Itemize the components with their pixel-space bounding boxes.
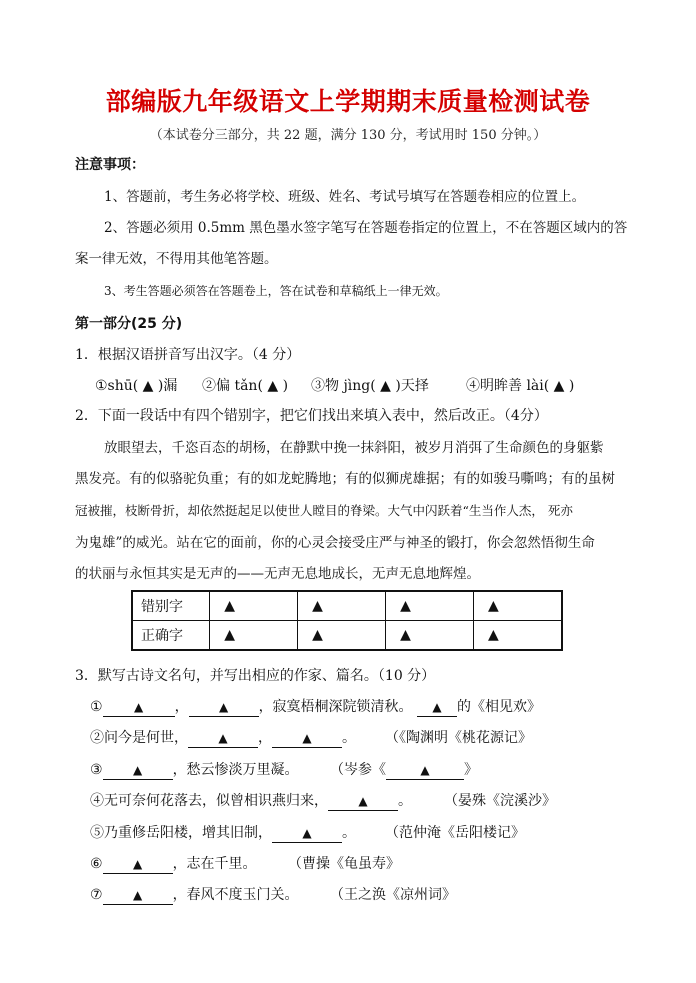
blank-mark: ▲	[133, 700, 144, 714]
q3-text: 。	[398, 793, 412, 809]
q3-num: ⑦	[90, 887, 103, 903]
q3-text: （岑参《	[330, 762, 386, 778]
q3-num: ③	[90, 762, 103, 778]
page-subtitle: （本试卷分三部分，共 22 题，满分 130 分，考试用时 150 分钟。）	[149, 128, 547, 143]
q3-text: ⑤乃重修岳阳楼，增其旧制，	[90, 825, 272, 841]
blank-mark: ▲	[132, 763, 143, 777]
blank-mark: ▲	[132, 888, 143, 902]
q1-item: ③物 jìng( ▲ )天择	[311, 378, 429, 394]
q1-item: ②偏 tǎn( ▲ )	[202, 378, 289, 394]
q1-item: ①shū( ▲ )漏	[95, 378, 178, 394]
blank[interactable]	[272, 825, 342, 843]
q3-text: ②问今是何世，	[90, 730, 188, 746]
q3-line-3	[90, 760, 299, 780]
answer-cell[interactable]: ▲	[474, 621, 562, 651]
q3-line-4	[90, 791, 412, 811]
q3-text: ，志在千里。	[172, 856, 257, 872]
q2-prompt: 2．下面一段话中有四个错别字，把它们找出来填入表中，然后改正。（4分）	[75, 408, 548, 424]
q3-line-6	[90, 854, 257, 874]
q2-passage-line: 冠被摧，枝断骨折，却依然挺起足以使世人瞠目的脊梁。大气中闪跃着“生当作人杰， 死亦	[75, 503, 573, 518]
q3-text: 》	[464, 762, 478, 778]
blank[interactable]	[103, 762, 173, 780]
q1-item: ④明眸善 lài( ▲ )	[466, 378, 575, 394]
answer-cell[interactable]: ▲	[386, 591, 474, 621]
notes-heading: 注意事项：	[75, 157, 145, 173]
answer-cell[interactable]: ▲	[210, 621, 298, 651]
blank[interactable]	[103, 856, 173, 874]
q3-text: ④无可奈何花落去，似曾相识燕归来，	[90, 793, 328, 809]
part1-heading: 第一部分(25 分)	[75, 316, 183, 332]
blank[interactable]	[386, 762, 464, 780]
q3-text: 的《相见欢》	[457, 699, 542, 715]
q3-text: ，春风不度玉门关。	[172, 887, 299, 903]
answer-cell[interactable]: ▲	[298, 621, 386, 651]
q3-line-7	[90, 885, 299, 905]
table-row	[132, 621, 562, 651]
answer-cell[interactable]: ▲	[474, 591, 562, 621]
blank[interactable]	[328, 793, 398, 811]
q3-line-2	[90, 728, 356, 748]
blank-mark: ▲	[302, 826, 312, 840]
q3-text: ，愁云惨淡万里凝。	[172, 762, 299, 778]
blank[interactable]	[103, 699, 175, 717]
q3-source	[330, 760, 478, 780]
q3-text: ，	[258, 730, 272, 746]
q2-passage-line: 黑发亮。有的似骆驼负重；有的如龙蛇腾地；有的似狮虎雄据；有的如骏马嘶鸣；有的虽树	[75, 471, 615, 487]
q3-prompt: 3．默写古诗文名句，并写出相应的作家、篇名。（10 分）	[75, 668, 436, 684]
page-title: 部编版九年级语文上学期期末质量检测试卷	[105, 87, 591, 116]
q2-passage-line: 的状丽与永恒其实是无声的——无声无息地成长，无声无息地辉煌。	[75, 566, 480, 582]
blank[interactable]	[417, 699, 457, 717]
answer-cell[interactable]: ▲	[210, 591, 298, 621]
q3-line-5	[90, 823, 356, 843]
q3-num: ⑥	[90, 856, 103, 872]
q3-source: （王之涣《凉州词》	[330, 887, 456, 903]
blank-mark: ▲	[358, 794, 368, 808]
row-label-wrong: 错别字	[132, 591, 210, 621]
q3-source: （《陶渊明《桃花源记》	[385, 730, 532, 746]
note-item: 3、考生答题必须答在答题卷上，答在试卷和草稿纸上一律无效。	[104, 284, 448, 298]
q3-text: ，	[174, 699, 189, 715]
answer-cell[interactable]: ▲	[298, 591, 386, 621]
q3-source: （晏殊《浣溪沙》	[444, 793, 556, 809]
blank[interactable]	[103, 887, 173, 905]
note-item: 案一律无效，不得用其他笔答题。	[75, 251, 278, 267]
q3-line-1	[90, 697, 541, 717]
q3-text: 。	[342, 825, 356, 841]
note-item: 1、答题前，考生务必将学校、班级、姓名、考试号填写在答题卷相应的位置上。	[104, 189, 586, 205]
note-item: 2、答题必须用 0.5mm 黑色墨水签字笔写在答题卷指定的位置上，不在答题区域内的答	[104, 220, 628, 236]
blank-mark: ▲	[302, 731, 312, 745]
blank-mark: ▲	[132, 857, 143, 871]
blank[interactable]	[188, 730, 258, 748]
q2-passage-line: 为鬼雄”的威光。站在它的面前，你的心灵会接受庄严与神圣的锻打，你会忽然悟彻生命	[75, 535, 595, 551]
q3-source: （范仲淹《岳阳楼记》	[385, 825, 525, 841]
blank-mark: ▲	[218, 700, 229, 714]
q2-passage-line: 放眼望去，千恣百态的胡杨，在静默中挽一抹斜阳，被岁月消弭了生命颜色的身躯紫	[104, 440, 604, 456]
table-row	[132, 591, 562, 621]
blank[interactable]	[272, 730, 342, 748]
blank-mark: ▲	[420, 763, 430, 777]
blank[interactable]	[189, 699, 259, 717]
q3-text: ，寂寞梧桐深院锁清秋。	[258, 699, 413, 715]
blank-mark: ▲	[218, 731, 228, 745]
q3-source: （曹操《龟虽寿》	[288, 856, 400, 872]
answer-table	[131, 590, 563, 651]
answer-cell[interactable]: ▲	[386, 621, 474, 651]
q1-prompt: 1．根据汉语拼音写出汉字。（4 分）	[75, 347, 301, 363]
blank-mark: ▲	[432, 700, 442, 714]
q3-num: ①	[90, 699, 103, 715]
row-label-correct: 正确字	[132, 621, 210, 651]
q3-text: 。	[342, 730, 356, 746]
